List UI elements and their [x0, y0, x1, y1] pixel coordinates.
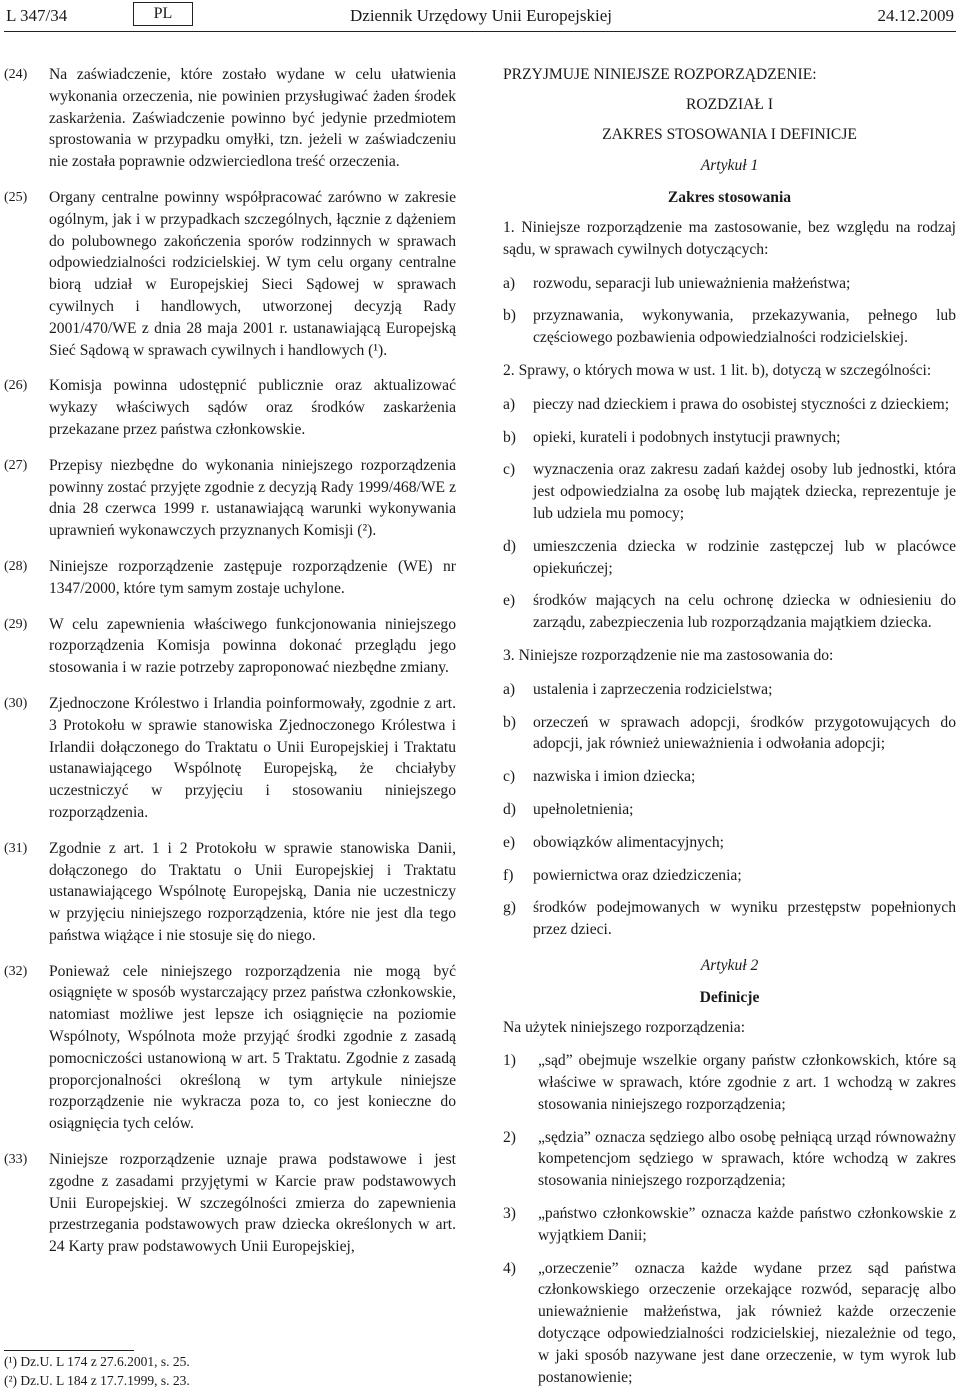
item-text: wyznaczenia oraz zakresu zadań każdej osoby lub jednostki, która jest odpowiedzialna za osobę lub majątek dziecka, reprezentuje je lub udziela mu pomocy; — [533, 461, 956, 522]
recital — [4, 187, 456, 361]
recital-number: (31) — [4, 840, 28, 856]
list-item — [503, 427, 956, 449]
recital-number: (29) — [4, 616, 28, 632]
item-label: 2) — [503, 1128, 516, 1146]
item-label: c) — [503, 461, 516, 479]
item-text: ustalenia i zaprzeczenia rodzicielstwa; — [533, 680, 773, 698]
list-item — [503, 273, 956, 295]
item-label: 3) — [503, 1205, 516, 1223]
recital-text: Organy centralne powinny współpracować zarówno w zakresie ogólnym, jak i w przypadkach szczególnych, łącznie z dążeniem do polubownego zakończenia sporów rodzinnych w sprawach odpowiedzialności rodzicielskiej. W tym celu organy centralne biorą udział w Europejskiej Sieci Sądowej w sprawach cywilnych i handlowych, utworzonej decyzją Rady 2001/470/WE z dnia 28 maja 2001 r. ustanawiającą Europejską Sieć Sądową w sprawach cywilnych i handlowych (¹). — [49, 188, 456, 359]
item-text: środków mających na celu ochronę dziecka w odniesieniu do zarządu, zabezpieczenia lub rozporządzania majątkiem dziecka. — [533, 592, 956, 632]
journal-title: Dziennik Urzędowy Unii Europejskiej — [350, 6, 613, 25]
item-text: rozwodu, separacji lub unieważnienia małżeństwa; — [533, 274, 851, 292]
recital-number: (28) — [4, 558, 28, 574]
definition-item — [503, 1258, 956, 1389]
item-label: e) — [503, 833, 516, 851]
item-text: nazwiska i imion dziecka; — [533, 768, 696, 786]
item-label: b) — [503, 307, 516, 325]
item-text: powiernictwa oraz dziedziczenia; — [533, 866, 742, 884]
item-text: „sąd” obejmuje wszelkie organy państw członkowskich, które są właściwe w sprawach, które zgodnie z art. 1 wchodzą w zakres stosowania niniejszego rozporządzenia; — [538, 1052, 956, 1113]
list-item — [503, 865, 956, 887]
recital-number: (33) — [4, 1152, 28, 1168]
list-item — [503, 766, 956, 788]
definition-item — [503, 1203, 956, 1247]
item-text: „sędzia” oznacza sędziego albo osobę pełniącą urząd równoważny kompetencjom sędziego w sprawach, które wchodzą w zakres stosowania niniejszego rozporządzenia; — [538, 1128, 956, 1190]
article-label: Artykuł 1 — [700, 157, 759, 175]
recital — [4, 455, 456, 542]
paragraph: 1. Niniejsze rozporządzenie ma zastosowanie, bez względu na rodzaj sądu, w sprawach cywilnych dotyczących: — [503, 218, 956, 258]
chapter-title: ZAKRES STOSOWANIA I DEFINICJE — [602, 125, 857, 143]
recital — [4, 838, 456, 947]
recital — [4, 556, 456, 600]
recital-number: (27) — [4, 457, 28, 473]
item-text: opieki, kurateli i podobnych instytucji prawnych; — [533, 428, 841, 446]
recital-number: (26) — [4, 378, 28, 394]
item-text: umieszczenia dziecka w rodzinie zastępczej lub w placówce opiekuńczej; — [533, 537, 956, 577]
item-label: g) — [503, 899, 516, 917]
recital-text: W celu zapewnienia właściwego funkcjonowania niniejszego rozporządzenia Komisja powinna dokonać przeglądu jego stosowania i w razie potrzeby zaproponować niezbędne zmiany. — [49, 615, 456, 677]
paragraph: 3. Niniejsze rozporządzenie nie ma zastosowania do: — [503, 646, 834, 664]
item-label: 4) — [503, 1259, 516, 1277]
recital-text: Niniejsze rozporządzenie zastępuje rozporządzenie (WE) nr 1347/2000, które tym samym zostaje uchylone. — [49, 557, 456, 597]
item-label: b) — [503, 428, 516, 446]
list-item — [503, 712, 956, 756]
item-text: środków podejmowanych w wyniku przestępstw popełnionych przez dzieci. — [533, 899, 956, 939]
paragraph: 2. Sprawy, o których mowa w ust. 1 lit. b), dotyczą w szczególności: — [503, 361, 932, 379]
right-column — [503, 64, 956, 1399]
page-header — [0, 0, 960, 40]
item-label: 1) — [503, 1052, 516, 1070]
item-label: f) — [503, 866, 514, 884]
chapter-heading: ROZDZIAŁ I — [685, 95, 774, 113]
footnote: (¹) Dz.U. L 174 z 27.6.2001, s. 25. — [4, 1354, 190, 1369]
list-item — [503, 897, 956, 941]
page-number: L 347/34 — [6, 6, 68, 25]
article-title: Zakres stosowania — [667, 189, 792, 207]
list-item — [503, 590, 956, 634]
paragraph: Na użytek niniejszego rozporządzenia: — [503, 1018, 746, 1036]
recital — [4, 693, 456, 824]
list-item — [503, 394, 956, 416]
item-text: „orzeczenie” oznacza każde wydane przez sąd państwa członkowskiego orzeczenie orzekające rozwód, separację albo unieważnienie małżeństwa, jak również każde orzeczenie dotyczące odpowiedzialności rodzicielskiej, niezależnie od tego, w jaki sposób nazywane jest dane orzeczenie, w tym wyrok lub postanowienie; — [538, 1259, 956, 1386]
left-column — [4, 64, 456, 1272]
footnote-rule — [4, 1350, 134, 1351]
recital — [4, 1149, 456, 1258]
language-badge: PL — [133, 2, 193, 26]
list-item — [503, 305, 956, 349]
footnote: (²) Dz.U. L 184 z 17.7.1999, s. 23. — [4, 1373, 190, 1388]
recital-text: Zgodnie z art. 1 i 2 Protokołu w sprawie stanowiska Danii, dołączonego do Traktatu o Unii Europejskiej i Traktatu ustanawiającego Wspólnotę Europejską, Dania nie uczestniczy w przyjęciu niniejszego rozporządzenia, które nie jest dla tego państwa wiążące i nie stosuje się do niego. — [49, 839, 456, 944]
item-text: pieczy nad dzieckiem i prawa do osobistej styczności z dzieckiem; — [533, 395, 950, 413]
recital-text: Przepisy niezbędne do wykonania niniejszego rozporządzenia powinny zostać przyjęte zgodnie z decyzją Rady 1999/468/WE z dnia 28 czerwca 1999 r. ustanawiającą warunki wykonywania uprawnień wykonawczych przyznanych Komisji (²). — [49, 456, 456, 540]
article-title: Definicje — [699, 988, 760, 1006]
recital — [4, 614, 456, 679]
list-item — [503, 679, 956, 701]
item-text: przyznawania, wykonywania, przekazywania, pełnego lub częściowego pozbawienia odpowiedzialności rodzicielskiej. — [533, 307, 956, 347]
list-item — [503, 459, 956, 524]
recital-text: Na zaświadczenie, które zostało wydane w celu ułatwienia wykonania orzeczenia, nie powinien przysługiwać żaden środek zaskarżenia. Zaświadczenie powinno być jedynie przedmiotem sprostowania w przypadku omyłki, tzn. jeżeli w zaświadczeniu nie została poprawnie odzwierciedlona treść orzeczenia. — [49, 66, 456, 171]
definition-item — [503, 1050, 956, 1115]
item-text: obowiązków alimentacyjnych; — [533, 833, 724, 851]
list-item — [503, 832, 956, 854]
preamble: PRZYJMUJE NINIEJSZE ROZPORZĄDZENIE: — [503, 66, 817, 83]
recital-number: (24) — [4, 67, 28, 82]
item-label: c) — [503, 768, 516, 786]
recital-text: Niniejsze rozporządzenie uznaje prawa podstawowe i jest zgodne z zasadami przyjętymi w Karcie praw podstawowych Unii Europejskiej. W szczególności zmierza do zapewnienia przestrzegania podstawowych praw dziecka określonych w art. 24 Karty praw podstawowych Unii Europejskiej, — [49, 1151, 456, 1256]
recital-number: (30) — [4, 695, 28, 711]
publication-date: 24.12.2009 — [877, 6, 954, 25]
item-label: d) — [503, 537, 516, 555]
header-rule — [4, 31, 956, 32]
recital-text: Komisja powinna udostępnić publicznie oraz aktualizować wykazy właściwych sądów oraz środków zaskarżenia przekazane przez państwa członkowskie. — [49, 377, 456, 438]
article-label: Artykuł 2 — [700, 956, 759, 974]
item-label: b) — [503, 713, 516, 731]
item-text: „państwo członkowskie” oznacza każde państwo członkowskie z wyjątkiem Danii; — [538, 1205, 956, 1244]
list-item — [503, 799, 956, 821]
item-label: e) — [503, 592, 516, 610]
recital — [4, 375, 456, 440]
recital — [4, 961, 456, 1135]
item-text: upełnoletnienia; — [533, 800, 634, 818]
list-item — [503, 536, 956, 580]
recital — [4, 64, 456, 173]
recital-number: (32) — [4, 963, 28, 979]
item-label: a) — [503, 274, 516, 292]
recital-number: (25) — [4, 189, 28, 205]
recital-text: Zjednoczone Królestwo i Irlandia poinformowały, zgodnie z art. 3 Protokołu w sprawie stanowiska Zjednoczonego Królestwa i Irlandii dołączonego do Traktatu o Unii Europejskiej i Traktatu ustanawiającego Wspólnotę Europejską, że chciałyby uczestniczyć w przyjęciu i stosowaniu niniejszego rozporządzenia. — [49, 694, 456, 821]
item-label: a) — [503, 395, 516, 413]
item-label: d) — [503, 800, 516, 818]
definition-item — [503, 1127, 956, 1192]
item-text: orzeczeń w sprawach adopcji, środków przygotowujących do adopcji, jak również unieważnienia i odwołania adopcji; — [533, 713, 956, 753]
item-label: a) — [503, 680, 516, 698]
recital-text: Ponieważ cele niniejszego rozporządzenia nie mogą być osiągnięte w sposób wystarczający przez państwa członkowskie, natomiast możliwe jest lepsze ich osiągnięcie na poziomie Wspólnoty, Wspólnota może przyjąć środki zgodnie z zasadą pomocniczości ustanowioną w art. 5 Traktatu. Zgodnie z zasadą proporcjonalności określoną w tym artykule niniejsze rozporządzenie nie wykracza poza to, co jest konieczne do osiągnięcia tych celów. — [49, 962, 456, 1133]
